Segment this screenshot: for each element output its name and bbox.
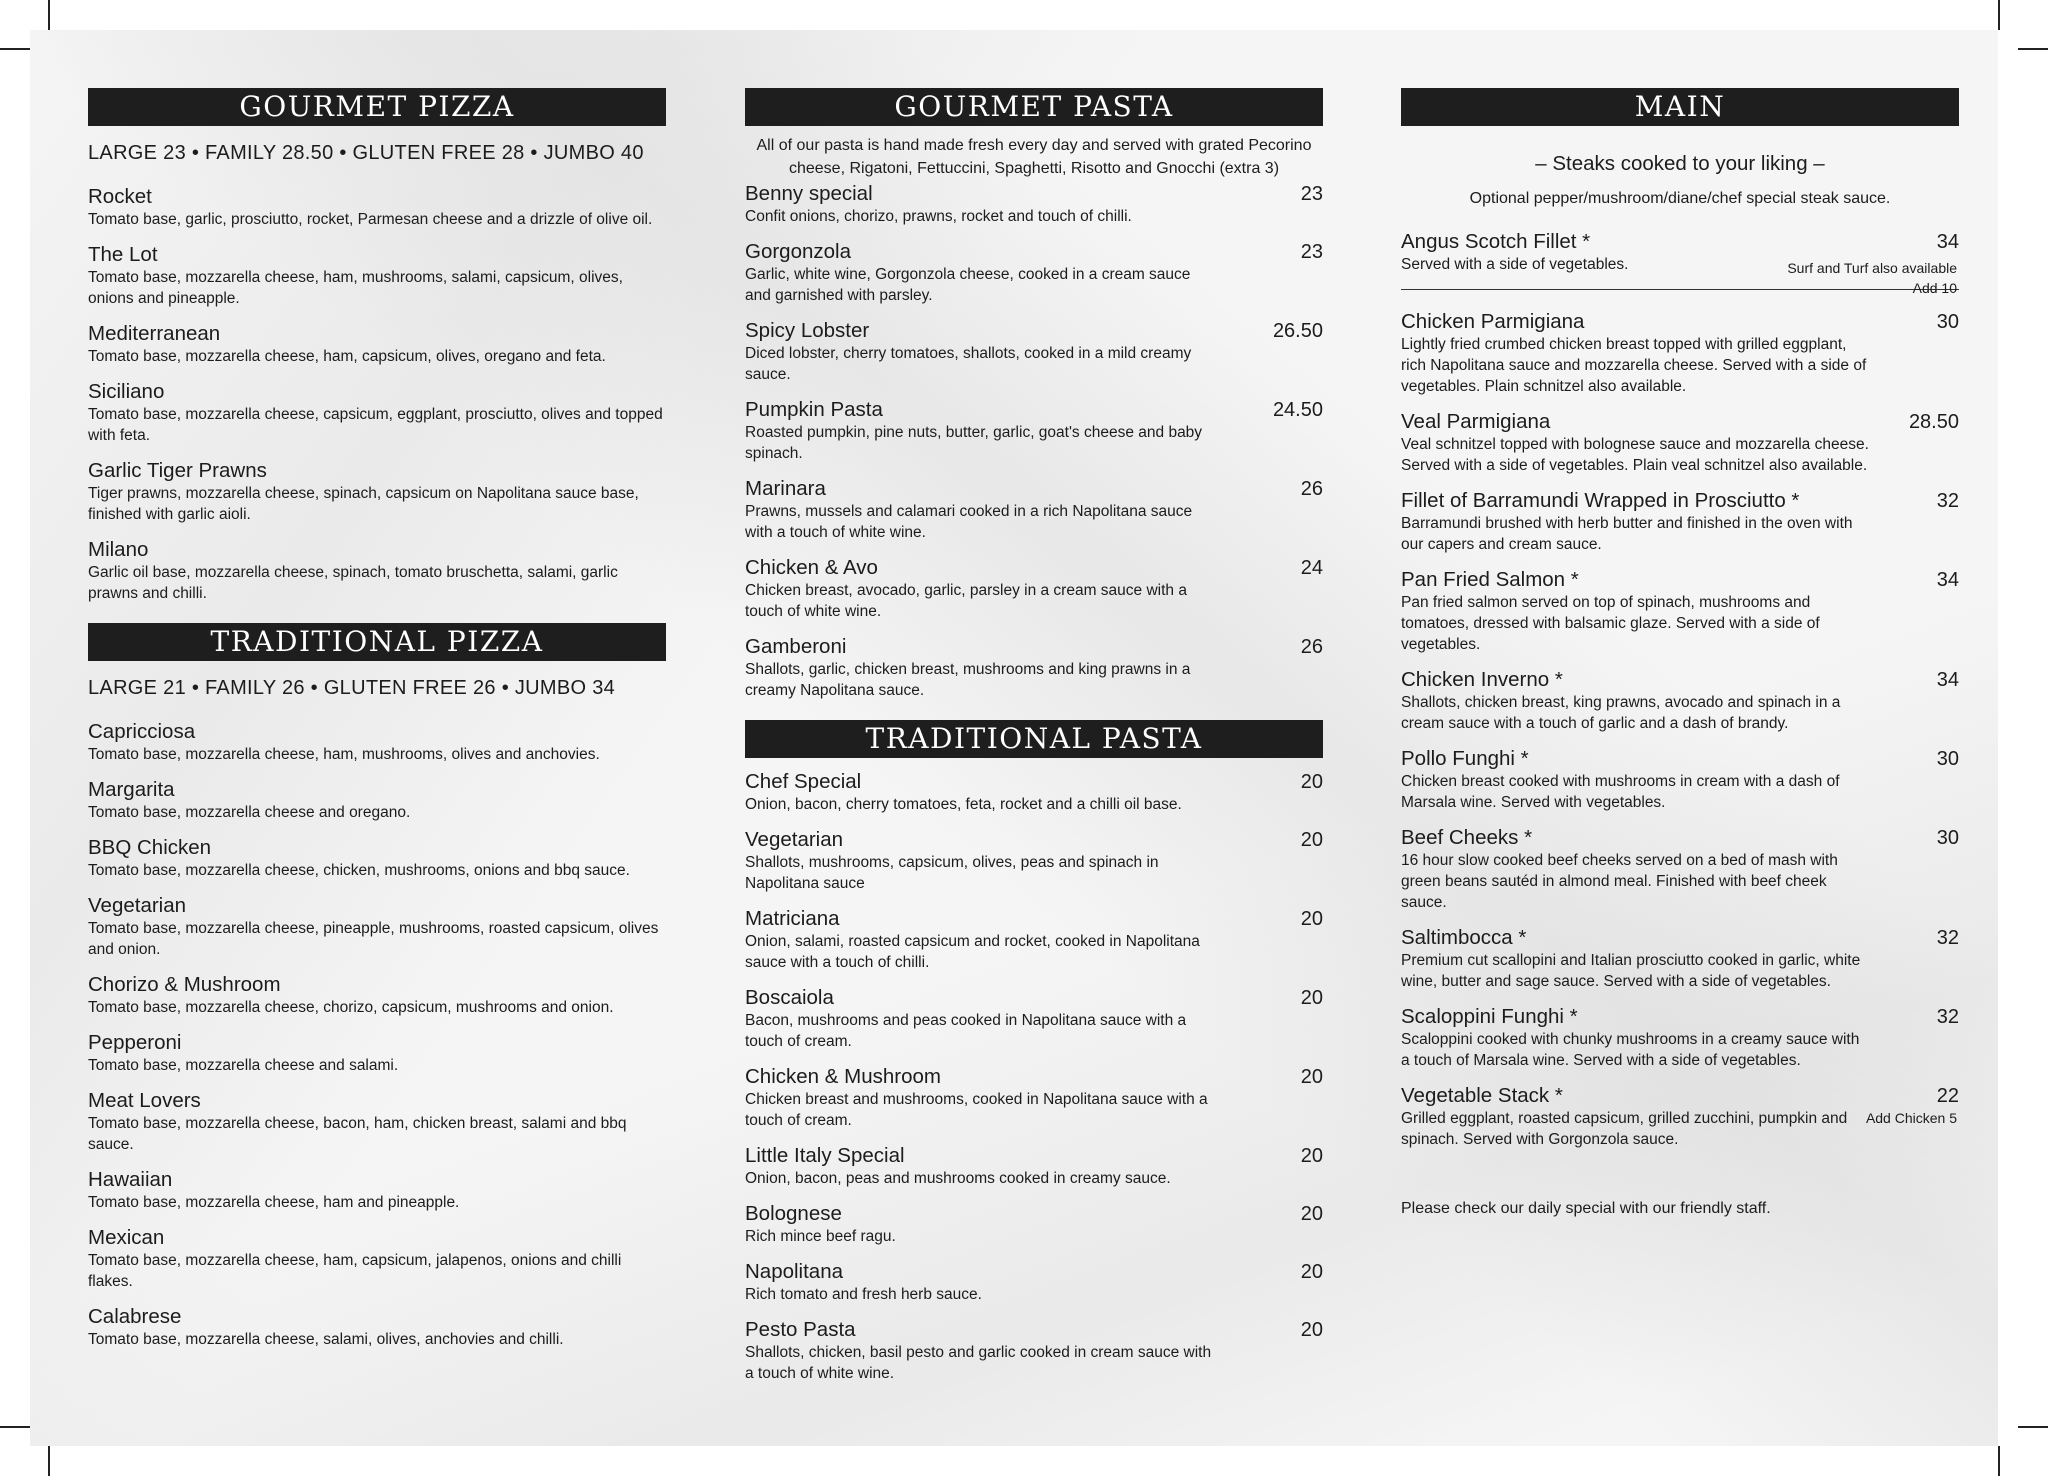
item-name: Chicken Inverno * [1401, 668, 1563, 691]
menu-item [88, 973, 666, 1018]
menu-item [88, 894, 666, 960]
menu-item [745, 240, 1323, 306]
item-price: 24 [1300, 557, 1323, 579]
item-description: Scaloppini cooked with chunky mushrooms in a creamy sauce with a touch of Marsala wine. Served with a side of vegetables. [1401, 1031, 1860, 1069]
item-description: Tomato base, mozzarella cheese, bacon, ham, chicken breast, salami and bbq sauce. [88, 1115, 627, 1153]
menu-item [88, 459, 666, 525]
item-description: Rich tomato and fresh herb sauce. [745, 1286, 982, 1303]
item-name: Napolitana [745, 1260, 844, 1283]
main-heading: MAIN [1401, 88, 1959, 126]
menu-item [745, 1318, 1323, 1384]
crop-mark [1998, 1446, 2000, 1476]
menu-item [88, 1168, 666, 1213]
menu-item [88, 538, 666, 604]
item-price: 20 [1300, 908, 1323, 930]
menu-item [745, 1260, 1323, 1305]
item-description: Confit onions, chorizo, prawns, rocket and touch of chilli. [745, 208, 1132, 225]
item-description: Tomato base, mozzarella cheese and salami. [88, 1057, 399, 1074]
menu-item [1401, 1005, 1959, 1071]
item-description: Shallots, chicken, basil pesto and garlic cooked in cream sauce with a touch of white wine. [745, 1344, 1212, 1382]
menu-item [1401, 747, 1959, 813]
traditional-pasta-list [745, 770, 1323, 1384]
item-description: Tomato base, mozzarella cheese, pineapple, mushrooms, roasted capsicum, olives and onion. [88, 920, 659, 958]
menu-item [745, 1065, 1323, 1131]
item-price: 20 [1300, 1261, 1323, 1283]
item-description: Onion, bacon, cherry tomatoes, feta, rocket and a chilli oil base. [745, 796, 1182, 813]
item-price: 30 [1936, 827, 1959, 849]
item-description: Tomato base, mozzarella cheese, ham, capsicum, olives, oregano and feta. [88, 348, 606, 365]
item-name: Gamberoni [745, 635, 847, 658]
item-name: Garlic Tiger Prawns [88, 459, 267, 482]
item-description: Veal schnitzel topped with bolognese sauce and mozzarella cheese. Served with a side of vegetables. Plain veal schnitzel also available. [1401, 436, 1869, 474]
item-description: Tomato base, mozzarella cheese, ham, mushrooms, salami, capsicum, olives, onions and pineapple. [88, 269, 623, 307]
item-description: Premium cut scallopini and Italian prosciutto cooked in garlic, white wine, butter and sage sauce. Served with a side of vegetables. [1401, 952, 1861, 990]
surf-turf-add: Add 10 [1912, 280, 1957, 296]
item-description: Onion, salami, roasted capsicum and rocket, cooked in Napolitana sauce with a touch of chilli. [745, 933, 1200, 971]
item-description: Tiger prawns, mozzarella cheese, spinach, capsicum on Napolitana sauce base, finished with garlic aioli. [88, 485, 639, 523]
menu-item [745, 635, 1323, 701]
item-price: 34 [1936, 569, 1959, 591]
item-price: 26 [1300, 478, 1323, 500]
menu-item [88, 322, 666, 367]
item-description: Garlic, white wine, Gorgonzola cheese, cooked in a cream sauce and garnished with parsley. [745, 266, 1191, 304]
item-name: Gorgonzola [745, 240, 851, 263]
item-name: Chicken Parmigiana [1401, 310, 1585, 333]
add-chicken-note: Add Chicken 5 [1865, 1110, 1957, 1126]
item-description: Chicken breast, avocado, garlic, parsley in a cream sauce with a touch of white wine. [745, 582, 1187, 620]
menu-item [745, 770, 1323, 815]
menu-item [1401, 926, 1959, 992]
item-name: Pumpkin Pasta [745, 398, 883, 421]
menu-item [745, 986, 1323, 1052]
item-name: Bolognese [745, 1202, 842, 1225]
item-price: 30 [1936, 311, 1959, 333]
item-description: Shallots, chicken breast, king prawns, avocado and spinach in a cream sauce with a touch of garlic and a dash of brandy. [1401, 694, 1841, 732]
menu-item [745, 398, 1323, 464]
surf-turf-text: Surf and Turf also available [1787, 260, 1957, 276]
item-description: 16 hour slow cooked beef cheeks served on a bed of mash with green beans sautéd in almond meal. Finished with beef cheek sauce. [1401, 852, 1838, 911]
item-description: Bacon, mushrooms and peas cooked in Napolitana sauce with a touch of cream. [745, 1012, 1187, 1050]
item-description: Tomato base, garlic, prosciutto, rocket, Parmesan cheese and a drizzle of olive oil. [88, 211, 653, 228]
item-description: Shallots, garlic, chicken breast, mushrooms and king prawns in a creamy Napolitana sauce. [745, 661, 1191, 699]
menu-item [745, 556, 1323, 622]
menu-item [745, 477, 1323, 543]
surf-turf-note [1787, 258, 1957, 298]
item-description: Grilled eggplant, roasted capsicum, grilled zucchini, pumpkin and spinach. Served with Gorgonzola sauce. [1401, 1110, 1848, 1148]
item-price: 34 [1936, 231, 1959, 253]
item-name: Margarita [88, 778, 175, 801]
menu-item [1401, 230, 1959, 296]
item-description: Tomato base, mozzarella cheese, chorizo, capsicum, mushrooms and onion. [88, 999, 614, 1016]
item-price: 20 [1300, 771, 1323, 793]
main-list [1401, 310, 1959, 1071]
item-price: 20 [1300, 829, 1323, 851]
item-price: 32 [1936, 927, 1959, 949]
item-name: Pollo Funghi * [1401, 747, 1529, 770]
menu-item [1401, 310, 1959, 397]
item-name: Vegetarian [88, 894, 187, 917]
traditional-pizza-heading: TRADITIONAL PIZZA [88, 623, 666, 661]
menu-item [88, 1031, 666, 1076]
item-name: Siciliano [88, 380, 165, 403]
item-price: 26.50 [1272, 320, 1323, 342]
item-price: 23 [1300, 183, 1323, 205]
item-name: Calabrese [88, 1305, 182, 1328]
item-price: 20 [1300, 1145, 1323, 1167]
crop-mark [2018, 1426, 2048, 1428]
menu-item [88, 720, 666, 765]
gourmet-pizza-heading: GOURMET PIZZA [88, 88, 666, 126]
crop-mark [1998, 0, 2000, 30]
menu-item [88, 1305, 666, 1350]
item-description: Rich mince beef ragu. [745, 1228, 896, 1245]
gourmet-pasta-intro: All of our pasta is hand made fresh every day and served with grated Pecorino cheese, Rigatoni, Fettuccini, Spaghetti, Risotto and Gnocchi (extra 3) [756, 137, 1312, 177]
item-description: Garlic oil base, mozzarella cheese, spinach, tomato bruschetta, salami, garlic prawns and chilli. [88, 564, 618, 602]
item-name: Matriciana [745, 907, 840, 930]
item-name: Capricciosa [88, 720, 196, 743]
item-name: Pan Fried Salmon * [1401, 568, 1579, 591]
item-name: Saltimbocca * [1401, 926, 1527, 949]
menu-item [88, 778, 666, 823]
pizza-column [88, 88, 666, 1363]
item-price: 23 [1300, 241, 1323, 263]
item-price: 32 [1936, 490, 1959, 512]
crop-mark [2018, 48, 2048, 50]
item-description: Tomato base, mozzarella cheese, chicken, mushrooms, onions and bbq sauce. [88, 862, 630, 879]
menu-item [745, 828, 1323, 894]
menu-item [745, 907, 1323, 973]
item-price: 30 [1936, 748, 1959, 770]
item-description: Lightly fried crumbed chicken breast topped with grilled eggplant, rich Napolitana sauce and mozzarella cheese. Served with a side of vegetables. Plain schnitzel also available. [1401, 336, 1867, 395]
crop-mark [48, 1446, 50, 1476]
item-price: 28.50 [1908, 411, 1959, 433]
item-name: Milano [88, 538, 149, 561]
item-description: Served with a side of vegetables. [1401, 256, 1629, 273]
menu-item [88, 243, 666, 309]
item-price: 20 [1300, 987, 1323, 1009]
item-name: Marinara [745, 477, 826, 500]
menu-item [88, 380, 666, 446]
item-name: Chicken & Avo [745, 556, 878, 579]
item-price: 22 [1936, 1085, 1959, 1107]
item-name: Boscaiola [745, 986, 834, 1009]
item-name: Chorizo & Mushroom [88, 973, 281, 996]
item-name: Mediterranean [88, 322, 221, 345]
item-description: Chicken breast and mushrooms, cooked in Napolitana sauce with a touch of cream. [745, 1091, 1208, 1129]
item-price: 20 [1300, 1319, 1323, 1341]
item-name: Chef Special [745, 770, 862, 793]
item-description: Tomato base, mozzarella cheese, ham and pineapple. [88, 1194, 460, 1211]
item-name: BBQ Chicken [88, 836, 212, 859]
gourmet-pasta-heading: GOURMET PASTA [745, 88, 1323, 126]
item-description: Pan fried salmon served on top of spinach, mushrooms and tomatoes, dressed with balsamic glaze. Served with a side of vegetables. [1401, 594, 1820, 653]
item-name: Benny special [745, 182, 873, 205]
pasta-column [745, 88, 1323, 1397]
item-name: Vegetable Stack * [1401, 1084, 1563, 1107]
item-description: Shallots, mushrooms, capsicum, olives, peas and spinach in Napolitana sauce [745, 854, 1159, 892]
item-description: Tomato base, mozzarella cheese, ham, capsicum, jalapenos, onions and chilli flakes. [88, 1252, 622, 1290]
item-description: Chicken breast cooked with mushrooms in cream with a dash of Marsala wine. Served with vegetables. [1401, 773, 1840, 811]
menu-item [1401, 489, 1959, 555]
item-name: Spicy Lobster [745, 319, 870, 342]
menu-item [745, 182, 1323, 227]
menu-item [1401, 410, 1959, 476]
gourmet-pizza-list [88, 185, 666, 604]
menu-item [88, 1089, 666, 1155]
menu-item [745, 1202, 1323, 1247]
item-name: Fillet of Barramundi Wrapped in Prosciutto * [1401, 489, 1800, 512]
item-name: Beef Cheeks * [1401, 826, 1533, 849]
item-name: Veal Parmigiana [1401, 410, 1551, 433]
item-name: Pepperoni [88, 1031, 182, 1054]
menu-item [745, 1144, 1323, 1189]
item-description: Roasted pumpkin, pine nuts, butter, garlic, goat's cheese and baby spinach. [745, 424, 1203, 462]
item-name: The Lot [88, 243, 158, 266]
item-name: Vegetarian [745, 828, 844, 851]
item-name: Meat Lovers [88, 1089, 201, 1112]
menu-item [745, 319, 1323, 385]
item-price: 34 [1936, 669, 1959, 691]
item-name: Mexican [88, 1226, 165, 1249]
crop-mark [48, 0, 50, 30]
item-price: 20 [1300, 1203, 1323, 1225]
item-description: Barramundi brushed with herb butter and finished in the oven with our capers and cream sauce. [1401, 515, 1853, 553]
item-price: 24.50 [1272, 399, 1323, 421]
daily-special-note: Please check our daily special with our friendly staff. [1401, 1200, 1771, 1217]
menu-item [88, 185, 666, 230]
item-name: Rocket [88, 185, 152, 208]
item-name: Angus Scotch Fillet * [1401, 230, 1591, 253]
item-name: Scaloppini Funghi * [1401, 1005, 1578, 1028]
item-name: Hawaiian [88, 1168, 173, 1191]
steak-sauce-note: Optional pepper/mushroom/diane/chef special steak sauce. [1469, 190, 1891, 207]
item-description: Tomato base, mozzarella cheese, capsicum, eggplant, prosciutto, olives and topped with feta. [88, 406, 663, 444]
item-description: Tomato base, mozzarella cheese, ham, mushrooms, olives and anchovies. [88, 746, 600, 763]
item-description: Tomato base, mozzarella cheese and oregano. [88, 804, 411, 821]
item-price: 20 [1300, 1066, 1323, 1088]
traditional-pizza-sizes: LARGE 21 • FAMILY 26 • GLUTEN FREE 26 • JUMBO 34 [88, 677, 616, 699]
menu-item [88, 1226, 666, 1292]
item-name: Little Italy Special [745, 1144, 905, 1167]
traditional-pizza-list [88, 720, 666, 1350]
item-description: Onion, bacon, peas and mushrooms cooked in creamy sauce. [745, 1170, 1171, 1187]
gourmet-pizza-sizes: LARGE 23 • FAMILY 28.50 • GLUTEN FREE 28 • JUMBO 40 [88, 142, 644, 164]
traditional-pasta-heading: TRADITIONAL PASTA [745, 720, 1323, 758]
item-description: Prawns, mussels and calamari cooked in a rich Napolitana sauce with a touch of white wine. [745, 503, 1193, 541]
item-price: 26 [1300, 636, 1323, 658]
item-description: Diced lobster, cherry tomatoes, shallots, cooked in a mild creamy sauce. [745, 345, 1192, 383]
menu-item [1401, 826, 1959, 913]
main-column [1401, 88, 1959, 1218]
item-description: Tomato base, mozzarella cheese, salami, olives, anchovies and chilli. [88, 1331, 564, 1348]
item-price: 32 [1936, 1006, 1959, 1028]
item-name: Pesto Pasta [745, 1318, 856, 1341]
menu-item [88, 836, 666, 881]
menu-item [1401, 568, 1959, 655]
menu-item [1401, 1084, 1959, 1150]
item-name: Chicken & Mushroom [745, 1065, 941, 1088]
crop-mark [0, 48, 30, 50]
menu-item [1401, 668, 1959, 734]
gourmet-pasta-list [745, 182, 1323, 701]
crop-mark [0, 1426, 30, 1428]
steaks-subheading: – Steaks cooked to your liking – [1535, 152, 1825, 175]
